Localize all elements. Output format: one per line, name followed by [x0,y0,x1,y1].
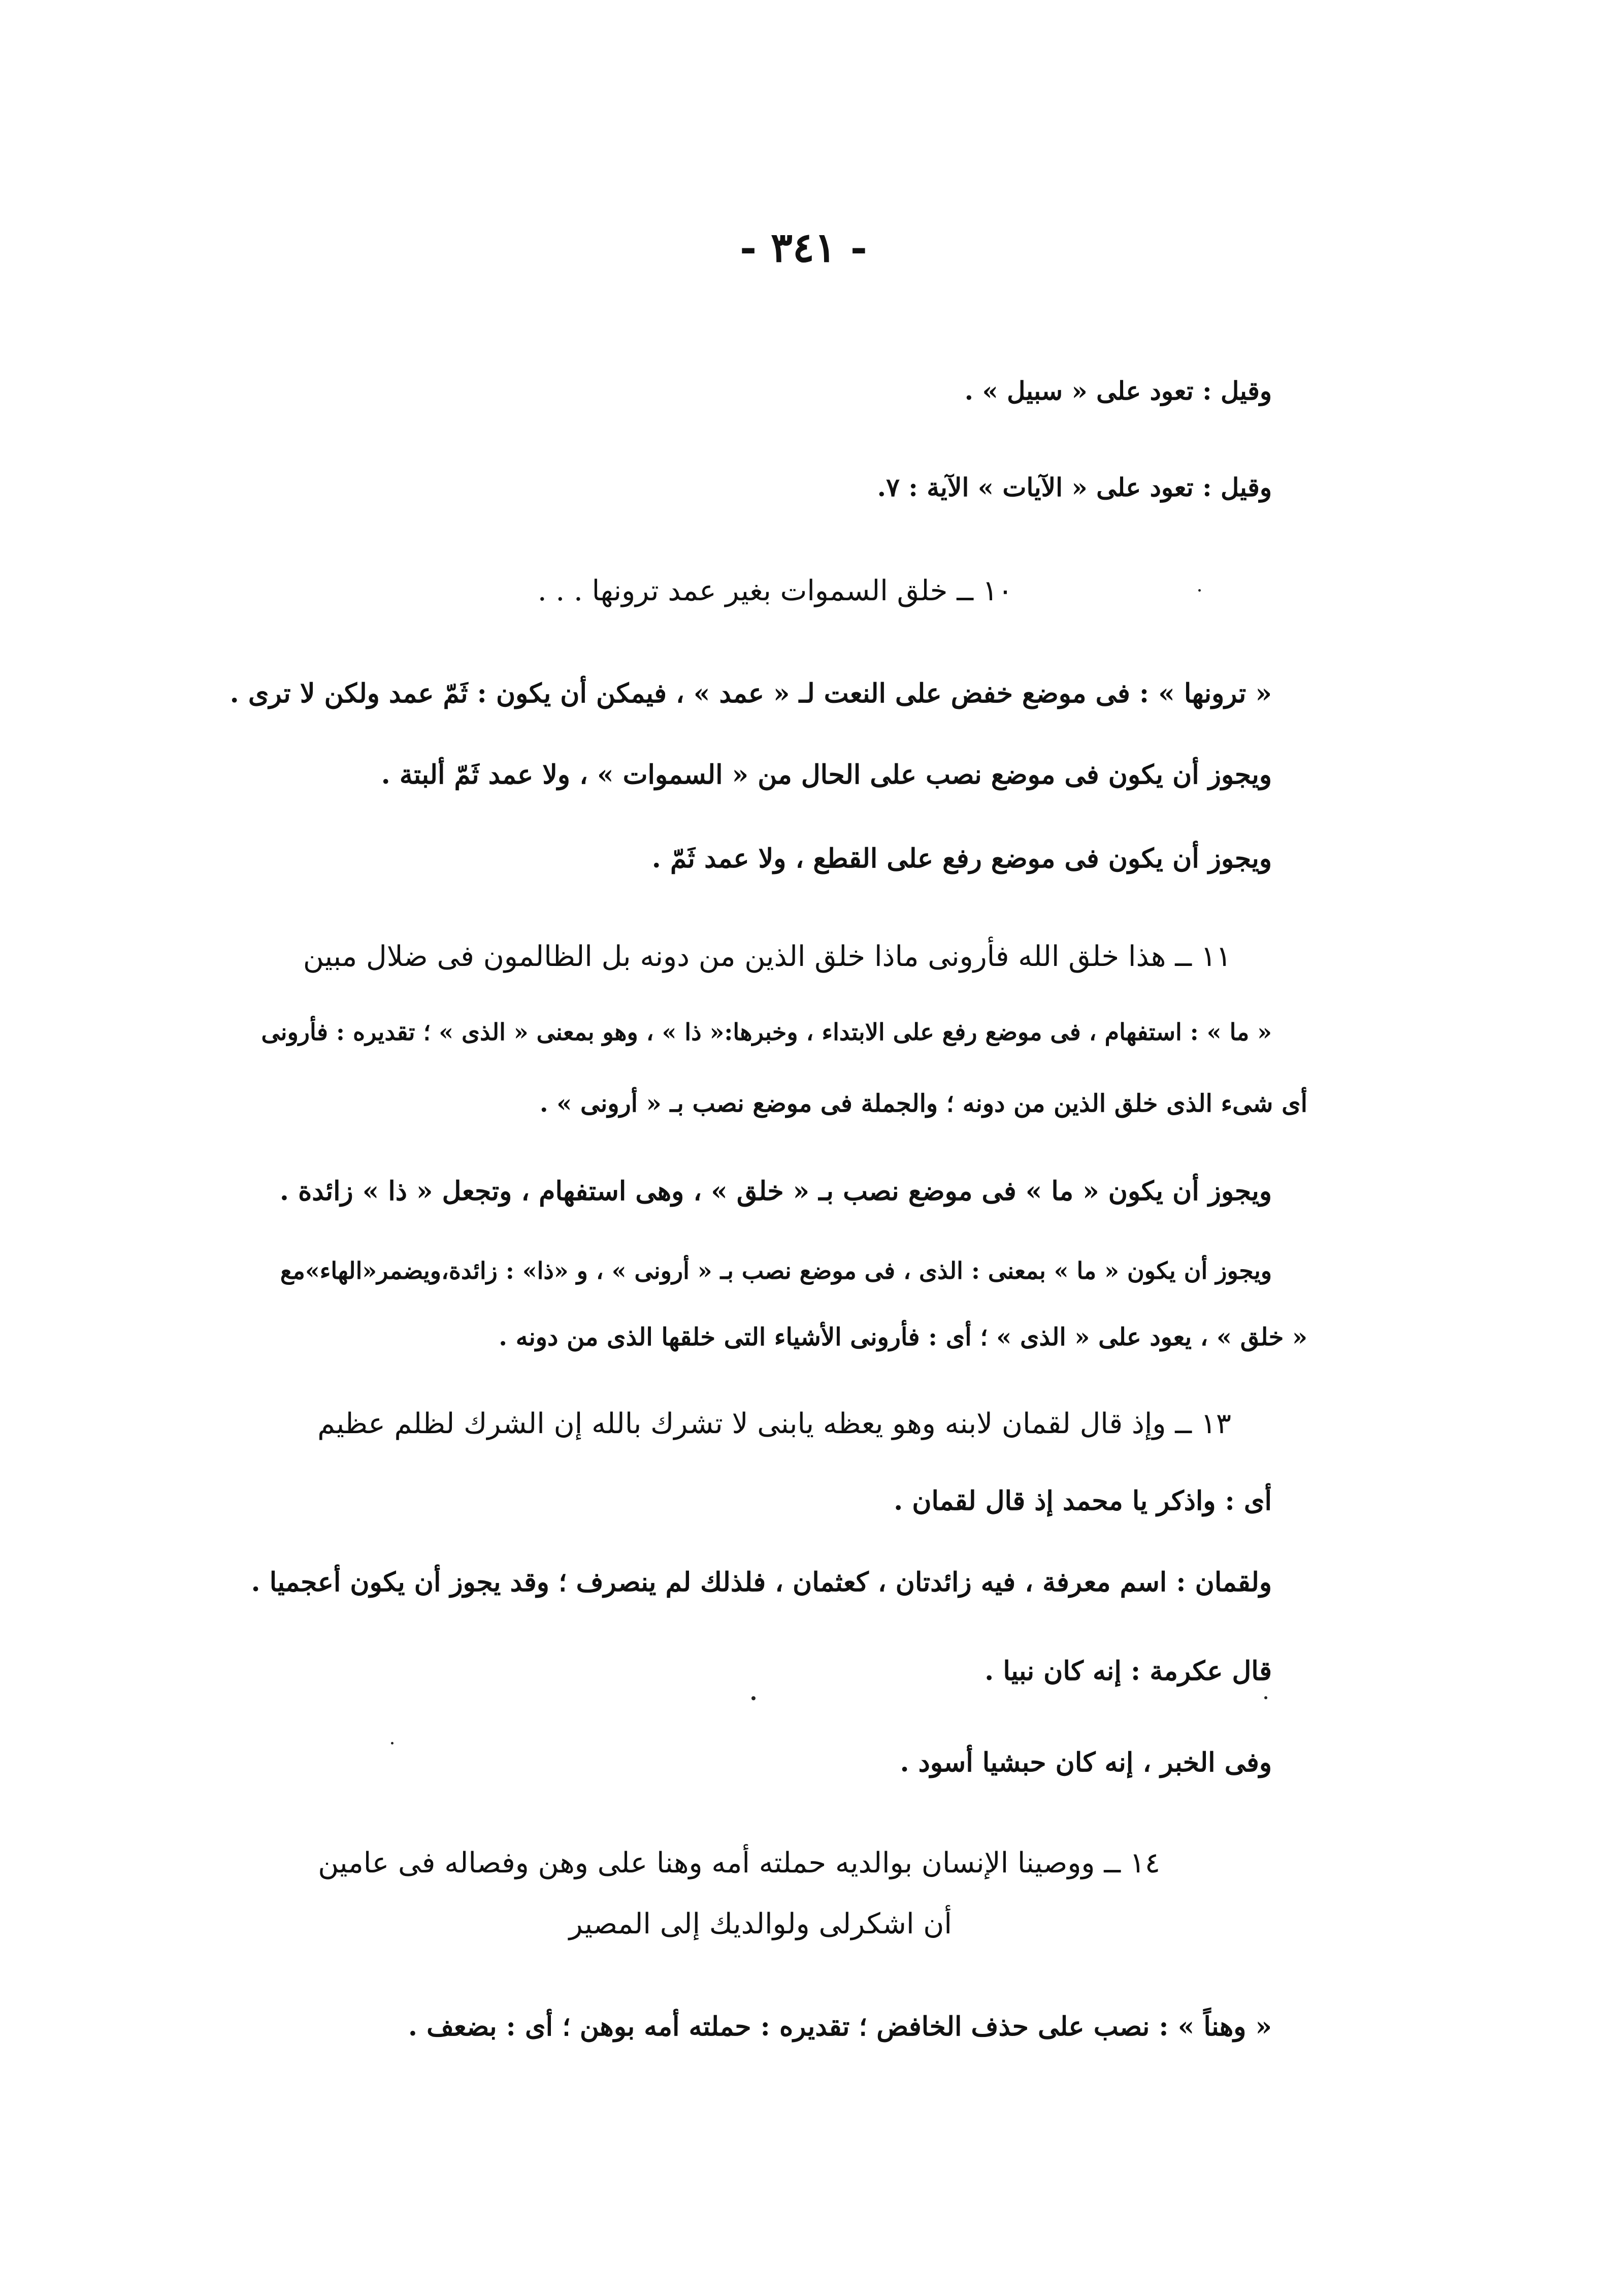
scan-speck [1198,589,1201,592]
verse-heading-10: ١٠ ــ خلق السموات بغير عمد ترونها . . . [537,574,1013,607]
scan-speck [751,1696,756,1700]
verse-heading-11: ١١ ــ هذا خلق الله فأرونى ماذا خلق الذين من دونه بل الظالمون فى ضلال مبين [303,940,1231,973]
verse-heading-14: ١٤ ــ ووصينا الإنسان بوالديه حملته أمه وهنا على وهن وفصاله فى عامين [318,1847,1160,1880]
text-line-12: « خلق » ، يعود على « الذى » ؛ أى : فأرونى الأشياء التى خلقها الذى من دونه . [499,1323,1307,1351]
text-line-15: ولقمان : اسم معرفة ، فيه زائدتان ، كعثمان ، فلذلك لم ينصرف ؛ وقد يجوز أن يكون أعجميا . [251,1567,1272,1598]
text-line-10: ويجوز أن يكون « ما » فى موضع نصب بـ « خلق » ، وهى استفهام ، وتجعل « ذا » زائدة . [279,1176,1272,1207]
text-line-14: أى : واذكر يا محمد إذ قال لقمان . [894,1485,1272,1516]
text-line-20: « وهناً » : نصب على حذف الخافض ؛ تقديره : حملته أمه بوهن ؛ أى : بضعف . [408,2011,1272,2042]
verse-heading-13: ١٣ ــ وإذ قال لقمان لابنه وهو يعظه يابنى لا تشرك بالله إن الشرك لظلم عظيم [317,1407,1231,1440]
text-line-16: قال عكرمة : إنه كان نبيا . [985,1656,1272,1687]
text-line-1: وقيل : تعود على « سبيل » . [964,376,1272,406]
text-line-2: وقيل : تعود على « الآيات » الآية : ٧. [877,472,1272,502]
verse-continuation-14: أن اشكرلى ولوالديك إلى المصير [569,1907,952,1941]
page-number: - ٣٤١ - [739,223,868,271]
text-line-17: وفى الخبر ، إنه كان حبشيا أسود . [900,1747,1272,1778]
text-line-11: ويجوز أن يكون « ما » بمعنى : الذى ، فى موضع نصب بـ « أرونى » ، و «ذا» : زائدة،ويضمر«الهاء»مع [280,1257,1272,1284]
scan-speck [1264,1696,1267,1699]
text-line-6: ويجوز أن يكون فى موضع رفع على القطع ، ولا عمد ثَمّ . [651,843,1272,874]
text-line-8: « ما » : استفهام ، فى موضع رفع على الابتداء ، وخبرها:« ذا » ، وهو بمعنى « الذى » ؛ تقديره : فأرونى [261,1018,1272,1046]
text-line-5: ويجوز أن يكون فى موضع نصب على الحال من « السموات » ، ولا عمد ثَمّ ألبتة . [381,759,1272,790]
text-line-4: « ترونها » : فى موضع خفض على النعت لـ « عمد » ، فيمكن أن يكون : ثَمّ عمد ولكن لا ترى . [229,678,1272,709]
scan-speck [391,1742,393,1744]
text-line-9: أى شىء الذى خلق الذين من دونه ؛ والجملة فى موضع نصب بـ « أرونى » . [539,1089,1307,1118]
